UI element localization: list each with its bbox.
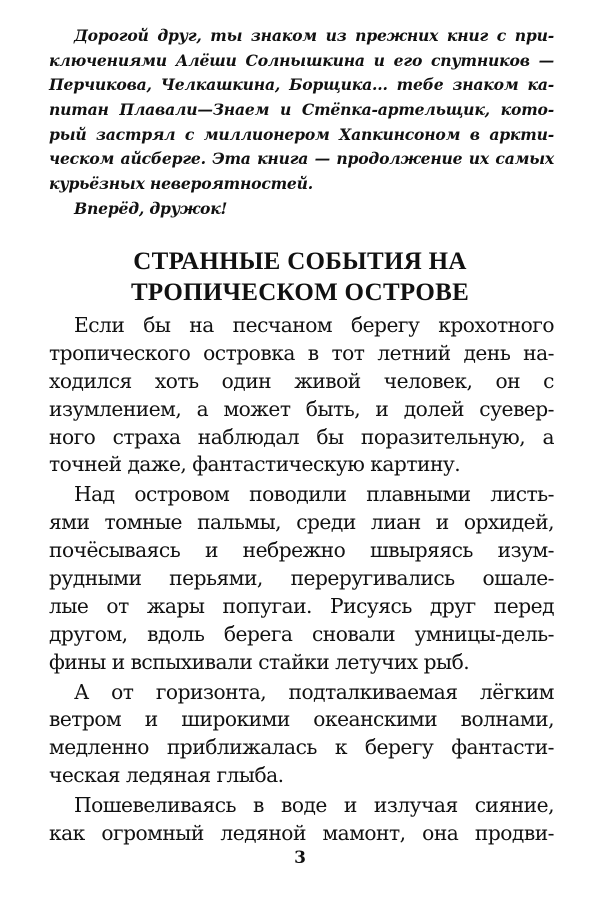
chapter-title-line: ТРОПИЧЕСКОМ ОСТРОВЕ [130, 279, 470, 306]
body-line: А от горизонта, подталкиваемая лёгким [74, 679, 554, 704]
foreword-closing: Вперёд, дружок! [74, 198, 228, 218]
paragraph [49, 792, 554, 848]
paragraph [49, 312, 554, 479]
foreword-line: питан Плавали—Знаем и Стёпка-артельщик, кото- [49, 100, 554, 120]
body-line: ческая ледяная глыба. [49, 763, 284, 788]
body-line: ного страха наблюдал бы поразительную, а [49, 424, 554, 449]
body-line: Над островом поводили плавными листь- [74, 482, 554, 507]
body-line: лые от жары попугаи. Рисуясь друг перед [49, 593, 554, 618]
foreword-line: ключениями Алёши Солнышкина и его спутников — [49, 50, 554, 70]
body-line: рудными перьями, переругивались ошале- [49, 566, 554, 591]
body-line: тропического островка в тот летний день на- [49, 340, 554, 365]
body-line: медленно приближалась к берегу фантасти- [49, 735, 554, 760]
chapter-title [0, 246, 600, 308]
body-line: изумлением, а может быть, и долей суевер- [49, 396, 554, 421]
body-line: ями томные пальмы, среди лиан и орхидей, [49, 510, 554, 535]
body-line: ветром и широкими океанскими волнами, [49, 707, 554, 732]
foreword [49, 24, 554, 222]
foreword-line: рый застрял с миллионером Хапкинсоном в аркти- [49, 124, 554, 144]
foreword-line: ческом айсберге. Эта книга — продолжение их самых [49, 149, 554, 169]
chapter-title-line: СТРАННЫЕ СОБЫТИЯ НА [133, 248, 467, 275]
body-line: другом, вдоль берега сновали умницы-дель- [49, 621, 554, 646]
foreword-line: Дорогой друг, ты знаком из прежних книг с при- [74, 26, 554, 45]
foreword-line: Перчикова, Челкашкина, Борщика... тебе знаком ка- [49, 75, 554, 95]
body-line: ходился хоть один живой человек, он с [49, 368, 554, 393]
body-line: Пошевеливаясь в воде и излучая сияние, [74, 793, 554, 818]
body-line: как огромный ледяной мамонт, она продви- [49, 821, 554, 846]
paragraph [49, 481, 554, 676]
body-text [49, 312, 554, 848]
body-line: фины и вспыхивали стайки летучих рыб. [49, 649, 470, 674]
foreword-line: курьёзных невероятностей. [49, 174, 314, 194]
body-line: почёсываясь и небрежно швыряясь изум- [49, 538, 554, 563]
body-line: точней даже, фантастическую картину. [49, 452, 461, 477]
body-line: Если бы на песчаном берегу крохотного [74, 313, 554, 337]
paragraph [49, 679, 554, 791]
page-number: 3 [294, 848, 306, 868]
